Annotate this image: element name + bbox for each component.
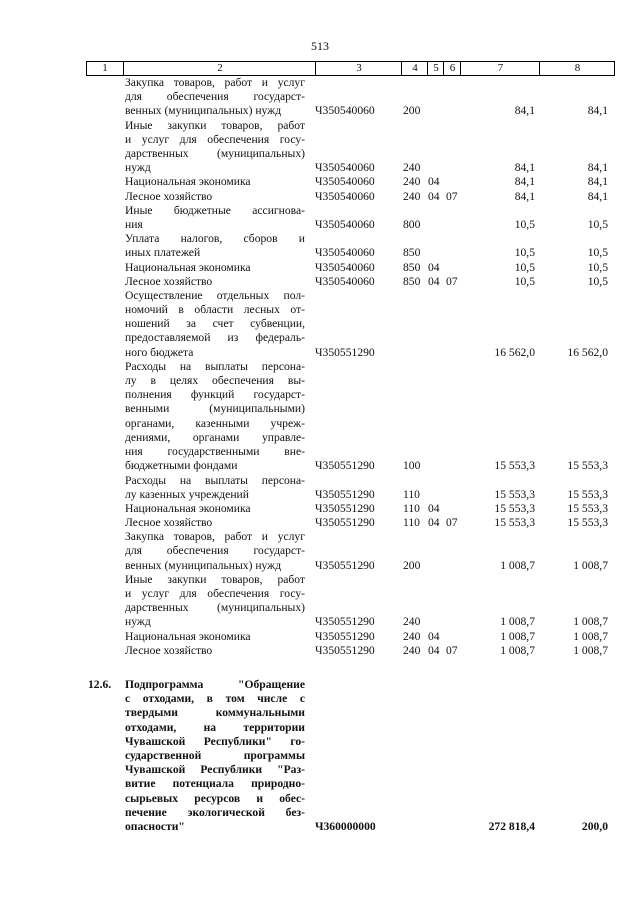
row-amount-1: 10,5 [514, 260, 535, 274]
row-expense-type: 110 [403, 516, 420, 530]
row-amount-2: 1 008,7 [573, 629, 608, 643]
description-line: для обеспечения государст- [125, 90, 305, 104]
row-subsection: 07 [446, 516, 458, 530]
row-expense-type [403, 820, 429, 834]
description-line: Национальная экономика [125, 501, 251, 515]
header-col-4: 4 [401, 62, 428, 75]
description-line: органами, казенными учреж- [125, 416, 305, 430]
row-section: 04 [428, 175, 440, 189]
row-section: 04 [428, 274, 440, 288]
description-line: Иные закупки товаров, работ [125, 118, 305, 132]
row-description [125, 474, 305, 502]
row-description [125, 119, 305, 176]
description-line: ношений за счет субвенции, [125, 317, 305, 331]
row-amount-1: 10,5 [514, 274, 535, 288]
row-code: Ч350540060 [315, 175, 375, 189]
row-section: 04 [428, 501, 440, 515]
row-amount-1: 84,1 [514, 189, 535, 203]
row-expense-type: 240 [403, 643, 421, 657]
row-subsection [446, 261, 462, 275]
row-amount-1: 15 553,3 [494, 459, 535, 473]
table-row [0, 360, 640, 474]
row-amount-1: 15 553,3 [494, 501, 535, 515]
description-line: бюджетными фондами [125, 459, 238, 473]
row-section [428, 459, 444, 473]
row-description [125, 678, 305, 834]
description-line: Осуществление отдельных пол- [125, 288, 305, 302]
table-row [0, 573, 640, 630]
row-amount-1: 10,5 [514, 246, 535, 260]
table-row [0, 530, 640, 573]
table-row [0, 275, 640, 289]
row-amount-1: 16 562,0 [494, 345, 535, 359]
row-expense-type [403, 346, 429, 360]
description-line: сударственной программы [125, 748, 305, 762]
row-amount-2: 200,0 [581, 820, 608, 834]
description-line: Национальная экономика [125, 175, 251, 189]
row-code: Ч350540060 [315, 217, 375, 231]
description-line: ния [125, 217, 143, 231]
description-line: дарственных (муниципальных) [125, 601, 305, 615]
row-subsection: 07 [446, 189, 458, 203]
row-section [428, 104, 444, 118]
row-code: Ч350551290 [315, 629, 375, 643]
row-amount-2: 10,5 [587, 246, 608, 260]
row-amount-1: 15 553,3 [494, 487, 535, 501]
description-line: витие потенциала природно- [125, 777, 305, 791]
header-col-6: 6 [443, 62, 461, 75]
row-code: Ч350540060 [315, 104, 375, 118]
row-description [125, 190, 305, 204]
row-subsection [446, 459, 462, 473]
table-row [0, 644, 640, 658]
row-subsection [446, 630, 462, 644]
row-section [428, 246, 444, 260]
row-amount-2: 15 553,3 [567, 501, 608, 515]
row-section: 04 [428, 189, 440, 203]
row-code: Ч350540060 [315, 274, 375, 288]
row-code: Ч350540060 [315, 189, 375, 203]
header-col-1: 1 [102, 62, 108, 74]
row-subsection: 07 [446, 274, 458, 288]
row-amount-1: 1 008,7 [500, 558, 535, 572]
row-subsection: 07 [446, 643, 458, 657]
row-code: Ч350540060 [315, 246, 375, 260]
description-line: венными (муниципальными) [125, 402, 305, 416]
description-line: Национальная экономика [125, 629, 251, 643]
row-expense-type: 240 [403, 175, 421, 189]
row-description [125, 573, 305, 630]
row-section: 04 [428, 260, 440, 274]
row-expense-type: 110 [403, 501, 420, 515]
description-line: Лесное хозяйство [125, 189, 213, 203]
row-section: 04 [428, 643, 440, 657]
row-code: Ч350551290 [315, 487, 375, 501]
description-line: венных (муниципальных) нужд [125, 104, 282, 118]
description-line: Чувашской Республики "Раз- [125, 763, 305, 777]
description-line: дениями, органами управле- [125, 430, 305, 444]
row-amount-2: 1 008,7 [573, 643, 608, 657]
row-subsection [446, 488, 462, 502]
row-section [428, 488, 444, 502]
row-amount-1: 84,1 [514, 161, 535, 175]
row-section [428, 161, 444, 175]
description-line: для обеспечения государст- [125, 544, 305, 558]
row-amount-1: 1 008,7 [500, 615, 535, 629]
table-row [0, 474, 640, 502]
row-expense-type: 240 [403, 629, 421, 643]
row-code: Ч350551290 [315, 501, 375, 515]
description-line: печение экологической без- [125, 805, 305, 819]
row-description [125, 261, 305, 275]
row-amount-2: 15 553,3 [567, 487, 608, 501]
row-amount-1: 84,1 [514, 175, 535, 189]
row-amount-2: 84,1 [587, 161, 608, 175]
description-line: опасности" [125, 819, 185, 833]
row-expense-type: 240 [403, 189, 421, 203]
row-expense-type: 850 [403, 260, 421, 274]
description-line: Лесное хозяйство [125, 274, 213, 288]
table-row [0, 204, 640, 232]
description-line: Закупка товаров, работ и услуг [125, 76, 305, 89]
header-col-3: 3 [315, 62, 402, 75]
row-code: Ч350540060 [315, 260, 375, 274]
table-row [0, 190, 640, 204]
page-number: 513 [311, 39, 329, 53]
description-line: Подпрограмма "Обращение [125, 678, 305, 692]
header-col-5: 5 [427, 62, 444, 75]
row-section [428, 820, 444, 834]
row-code: Ч350551290 [315, 345, 375, 359]
description-line: ного бюджета [125, 345, 194, 359]
description-line: венных (муниципальных) нужд [125, 558, 282, 572]
row-expense-type: 240 [403, 615, 421, 629]
row-amount-1: 1 008,7 [500, 643, 535, 657]
row-code: Ч360000000 [315, 820, 376, 834]
row-subsection [446, 346, 462, 360]
row-description [125, 360, 305, 474]
row-description [125, 232, 305, 260]
row-section [428, 218, 444, 232]
row-section [428, 559, 444, 573]
description-line: Национальная экономика [125, 260, 251, 274]
description-line: нужд [125, 615, 151, 629]
row-subsection [446, 175, 462, 189]
row-subsection [446, 161, 462, 175]
row-subsection [446, 502, 462, 516]
description-line: отходами, на территории [125, 720, 305, 734]
row-description [125, 275, 305, 289]
row-amount-2: 10,5 [587, 217, 608, 231]
row-amount-2: 10,5 [587, 260, 608, 274]
row-description [125, 644, 305, 658]
table-row [0, 261, 640, 275]
table-header [86, 61, 615, 76]
description-line: полнения функций государст- [125, 388, 305, 402]
table-row [0, 502, 640, 516]
row-description [125, 502, 305, 516]
description-line: и услуг для обеспечения госу- [125, 132, 305, 146]
description-line: и услуг для обеспечения госу- [125, 587, 305, 601]
description-line: Иные бюджетные ассигнова- [125, 203, 305, 217]
row-expense-type: 240 [403, 161, 421, 175]
table-row [0, 678, 640, 834]
description-line: Лесное хозяйство [125, 643, 213, 657]
row-subsection [446, 820, 462, 834]
row-description [125, 530, 305, 573]
description-line: Уплата налогов, сборов и [125, 232, 305, 246]
row-amount-2: 84,1 [587, 189, 608, 203]
row-subsection [446, 218, 462, 232]
row-section: 04 [428, 629, 440, 643]
table-row [0, 630, 640, 644]
table-row [0, 76, 640, 119]
description-line: твердыми коммунальными [125, 706, 305, 720]
row-expense-type: 800 [403, 217, 421, 231]
row-amount-2: 10,5 [587, 274, 608, 288]
row-code: Ч350551290 [315, 615, 375, 629]
row-number: 12.6. [88, 678, 112, 692]
description-line: дарственных (муниципальных) [125, 146, 305, 160]
row-amount-2: 1 008,7 [573, 615, 608, 629]
row-amount-1: 15 553,3 [494, 516, 535, 530]
description-line: Иные закупки товаров, работ [125, 572, 305, 586]
description-line: с отходами, в том числе с [125, 692, 305, 706]
description-line: Лесное хозяйство [125, 516, 213, 530]
header-col-7: 7 [460, 62, 540, 75]
row-code: Ч350551290 [315, 558, 375, 572]
description-line: лу казенных учреждений [125, 487, 249, 501]
row-section: 04 [428, 516, 440, 530]
description-line: нужд [125, 161, 151, 175]
row-description [125, 204, 305, 232]
row-amount-2: 15 553,3 [567, 516, 608, 530]
row-description [125, 76, 305, 119]
row-amount-1: 1 008,7 [500, 629, 535, 643]
row-code: Ч350551290 [315, 459, 375, 473]
row-expense-type: 200 [403, 558, 421, 572]
row-section [428, 346, 444, 360]
row-amount-1: 84,1 [514, 104, 535, 118]
row-description [125, 289, 305, 360]
row-amount-2: 15 553,3 [567, 459, 608, 473]
row-amount-1: 10,5 [514, 217, 535, 231]
row-amount-2: 16 562,0 [567, 345, 608, 359]
row-code: Ч350551290 [315, 516, 375, 530]
table-row [0, 119, 640, 176]
description-line: Расходы на выплаты персона- [125, 359, 305, 373]
row-section [428, 615, 444, 629]
description-line: предоставляемой из федераль- [125, 331, 305, 345]
table-row [0, 516, 640, 530]
row-subsection [446, 615, 462, 629]
row-expense-type: 100 [403, 459, 421, 473]
description-line: сырьевых ресурсов и обес- [125, 791, 305, 805]
row-expense-type: 200 [403, 104, 421, 118]
row-subsection [446, 559, 462, 573]
row-amount-1: 272 818,4 [488, 820, 535, 834]
row-description [125, 630, 305, 644]
description-line: иных платежей [125, 246, 201, 260]
description-line: Расходы на выплаты персона- [125, 473, 305, 487]
header-col-8: 8 [539, 62, 615, 75]
row-subsection [446, 104, 462, 118]
row-amount-2: 1 008,7 [573, 558, 608, 572]
description-line: Закупка товаров, работ и услуг [125, 530, 305, 544]
row-amount-2: 84,1 [587, 104, 608, 118]
table-row [0, 175, 640, 189]
row-subsection [446, 246, 462, 260]
row-code: Ч350551290 [315, 643, 375, 657]
table-row [0, 289, 640, 360]
row-description [125, 175, 305, 189]
header-col-2: 2 [123, 62, 316, 75]
table-body [0, 76, 640, 834]
description-line: лу в целях обеспечения вы- [125, 374, 305, 388]
row-expense-type: 850 [403, 246, 421, 260]
description-line: Чувашской Республики" го- [125, 734, 305, 748]
row-description [125, 516, 305, 530]
row-expense-type: 850 [403, 274, 421, 288]
description-line: ния государственными вне- [125, 445, 305, 459]
table-row [0, 232, 640, 260]
row-expense-type: 110 [403, 487, 420, 501]
row-code: Ч350540060 [315, 161, 375, 175]
description-line: номочий в области лесных от- [125, 303, 305, 317]
row-amount-2: 84,1 [587, 175, 608, 189]
